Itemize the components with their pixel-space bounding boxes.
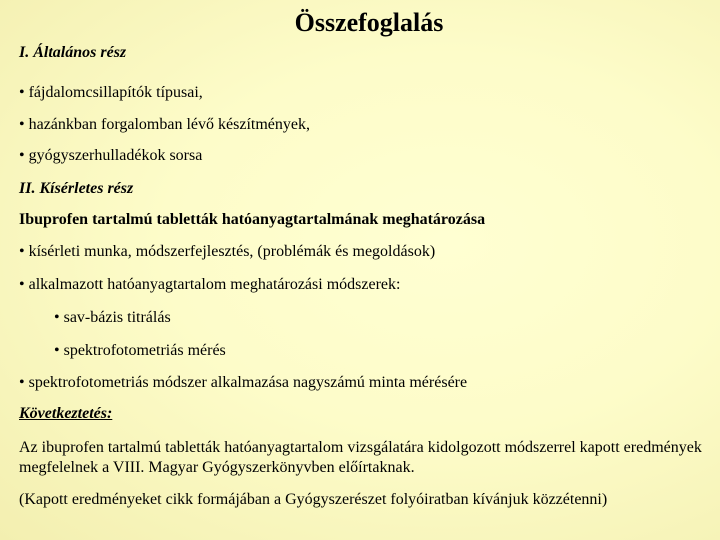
method-item-2: • spektrofotometriás mérés: [54, 342, 226, 359]
conclusion-note: (Kapott eredményeket cikk formájában a Gyógyszerészet folyóiratban kívánjuk közzétenni): [19, 491, 608, 508]
section2-heading: II. Kísérletes rész: [19, 180, 134, 197]
section2-item-1: • kísérleti munka, módszerfejlesztés, (problémák és megoldások): [19, 243, 436, 260]
section2-item-3: • spektrofotometriás módszer alkalmazása nagyszámú minta mérésére: [19, 374, 468, 391]
section2-item-2: • alkalmazott hatóanyagtartalom meghatározási módszerek:: [19, 276, 401, 293]
method-item-1: • sav-bázis titrálás: [54, 309, 171, 326]
conclusion-text: Az ibuprofen tartalmú tabletták hatóanyagtartalom vizsgálatára kidolgozott módszerrel kapott eredmények megfelelnek a VIII. Magyar Gyógyszerkönyvben előírtaknak.: [19, 439, 702, 476]
section1-item-2: • hazánkban forgalomban lévő készítmények,: [19, 116, 310, 133]
section1-heading: I. Általános rész: [19, 44, 127, 61]
slide-title: Összefoglalás: [294, 8, 444, 37]
section1-item-3: • gyógyszerhulladékok sorsa: [19, 147, 203, 164]
section1-item-1: • fájdalomcsillapítók típusai,: [19, 84, 203, 101]
section2-subheading: Ibuprofen tartalmú tabletták hatóanyagtartalmának meghatározása: [19, 211, 486, 228]
conclusion-heading: Következtetés:: [19, 405, 113, 422]
